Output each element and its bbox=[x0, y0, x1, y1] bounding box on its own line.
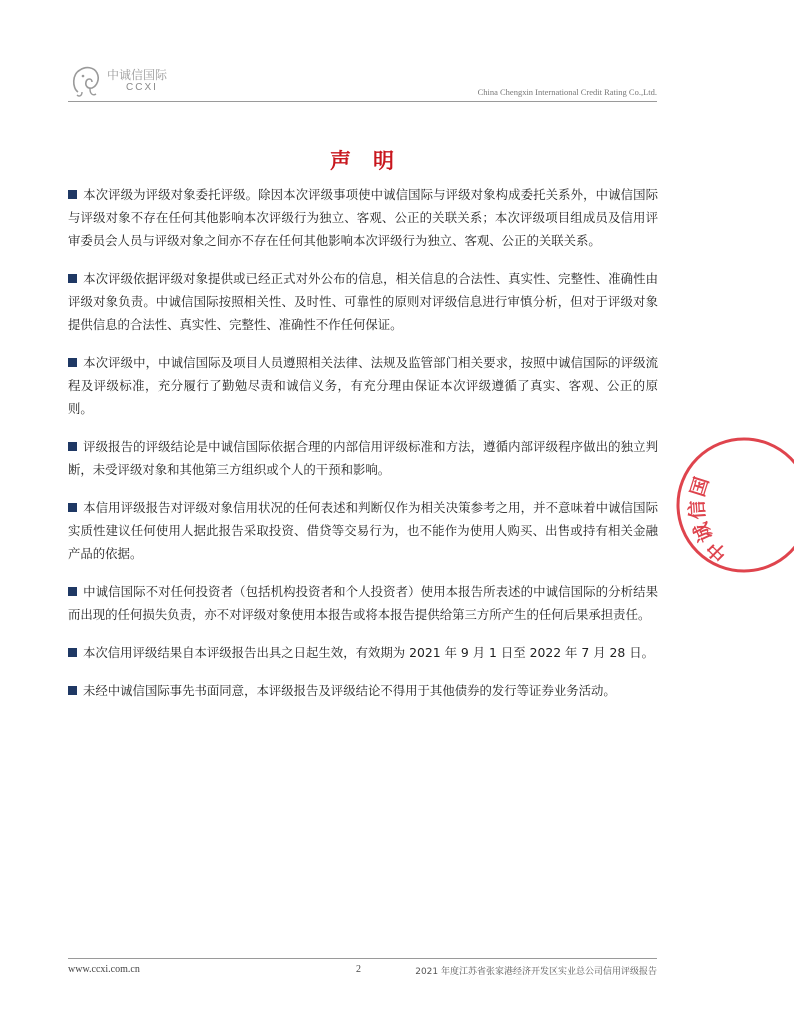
square-bullet-icon bbox=[68, 587, 77, 596]
paragraph-text: 未经中诚信国际事先书面同意，本评级报告及评级结论不得用于其他债券的发行等证券业务活动。 bbox=[83, 683, 616, 698]
statement-paragraph bbox=[68, 496, 658, 565]
paragraph-text: 本次评级为评级对象委托评级。除因本次评级事项使中诚信国际与评级对象构成委托关系外，中诚信国际与评级对象不存在任何其他影响本次评级行为独立、客观、公正的关联关系；本次评级项目组成员及信用评审委员会人员与评级对象之间亦不存在任何其他影响本次评级行为独立、客观、公正的关联关系。 bbox=[68, 187, 658, 248]
square-bullet-icon bbox=[68, 648, 77, 657]
statement-paragraph bbox=[68, 641, 658, 664]
header-divider bbox=[68, 101, 657, 102]
company-seal-stamp bbox=[674, 430, 794, 580]
square-bullet-icon bbox=[68, 274, 77, 283]
logo-en-text: CCXI bbox=[126, 82, 158, 93]
paragraph-text: 中诚信国际不对任何投资者（包括机构投资者和个人投资者）使用本报告所表述的中诚信国际的分析结果而出现的任何损失负责，亦不对评级对象使用本报告或将本报告提供给第三方所产生的任何后果承担责任。 bbox=[68, 584, 658, 622]
statement-body bbox=[68, 183, 658, 717]
statement-paragraph bbox=[68, 679, 658, 702]
statement-paragraph bbox=[68, 580, 658, 626]
page-title: 声明 bbox=[330, 149, 416, 173]
paragraph-text: 本信用评级报告对评级对象信用状况的任何表述和判断仅作为相关决策参考之用，并不意味着中诚信国际实质性建议任何使用人据此报告采取投资、借贷等交易行为，也不能作为使用人购买、出售或持有相关金融产品的依据。 bbox=[68, 500, 658, 561]
paragraph-text: 评级报告的评级结论是中诚信国际依据合理的内部信用评级标准和方法，遵循内部评级程序做出的独立判断，未受评级对象和其他第三方组织或个人的干预和影响。 bbox=[68, 439, 658, 477]
paragraph-text: 本次评级依据评级对象提供或已经正式对外公布的信息，相关信息的合法性、真实性、完整性、准确性由评级对象负责。中诚信国际按照相关性、及时性、可靠性的原则对评级信息进行审慎分析，但对于评级对象提供信息的合法性、真实性、完整性、准确性不作任何保证。 bbox=[68, 271, 658, 332]
logo-cn-text: 中诚信国际 bbox=[107, 68, 168, 82]
page-number: 2 bbox=[356, 964, 361, 975]
statement-paragraph bbox=[68, 267, 658, 336]
paragraph-text: 本次评级中，中诚信国际及项目人员遵照相关法律、法规及监管部门相关要求，按照中诚信国际的评级流程及评级标准，充分履行了勤勉尽责和诚信义务，有充分理由保证本次评级遵循了真实、客观、公正的原则。 bbox=[68, 355, 658, 416]
statement-paragraph bbox=[68, 435, 658, 481]
company-english-name: China Chengxin International Credit Rating Co.,Ltd. bbox=[477, 87, 657, 97]
square-bullet-icon bbox=[68, 190, 77, 199]
square-bullet-icon bbox=[68, 503, 77, 512]
footer-report-title: 2021 年度江苏省张家港经济开发区实业总公司信用评级报告 bbox=[415, 967, 657, 977]
square-bullet-icon bbox=[68, 686, 77, 695]
footer-divider bbox=[68, 958, 657, 959]
footer-website: www.ccxi.com.cn bbox=[68, 964, 140, 975]
ccxi-logo bbox=[70, 62, 190, 102]
square-bullet-icon bbox=[68, 442, 77, 451]
square-bullet-icon bbox=[68, 358, 77, 367]
statement-paragraph bbox=[68, 351, 658, 420]
paragraph-text: 本次信用评级结果自本评级报告出具之日起生效，有效期为 2021 年 9 月 1 日至 2022 年 7 月 28 日。 bbox=[83, 645, 655, 660]
statement-paragraph bbox=[68, 183, 658, 252]
elephant-logo-icon bbox=[70, 62, 110, 100]
svg-text:中诚信国: 中诚信国 bbox=[686, 472, 732, 566]
